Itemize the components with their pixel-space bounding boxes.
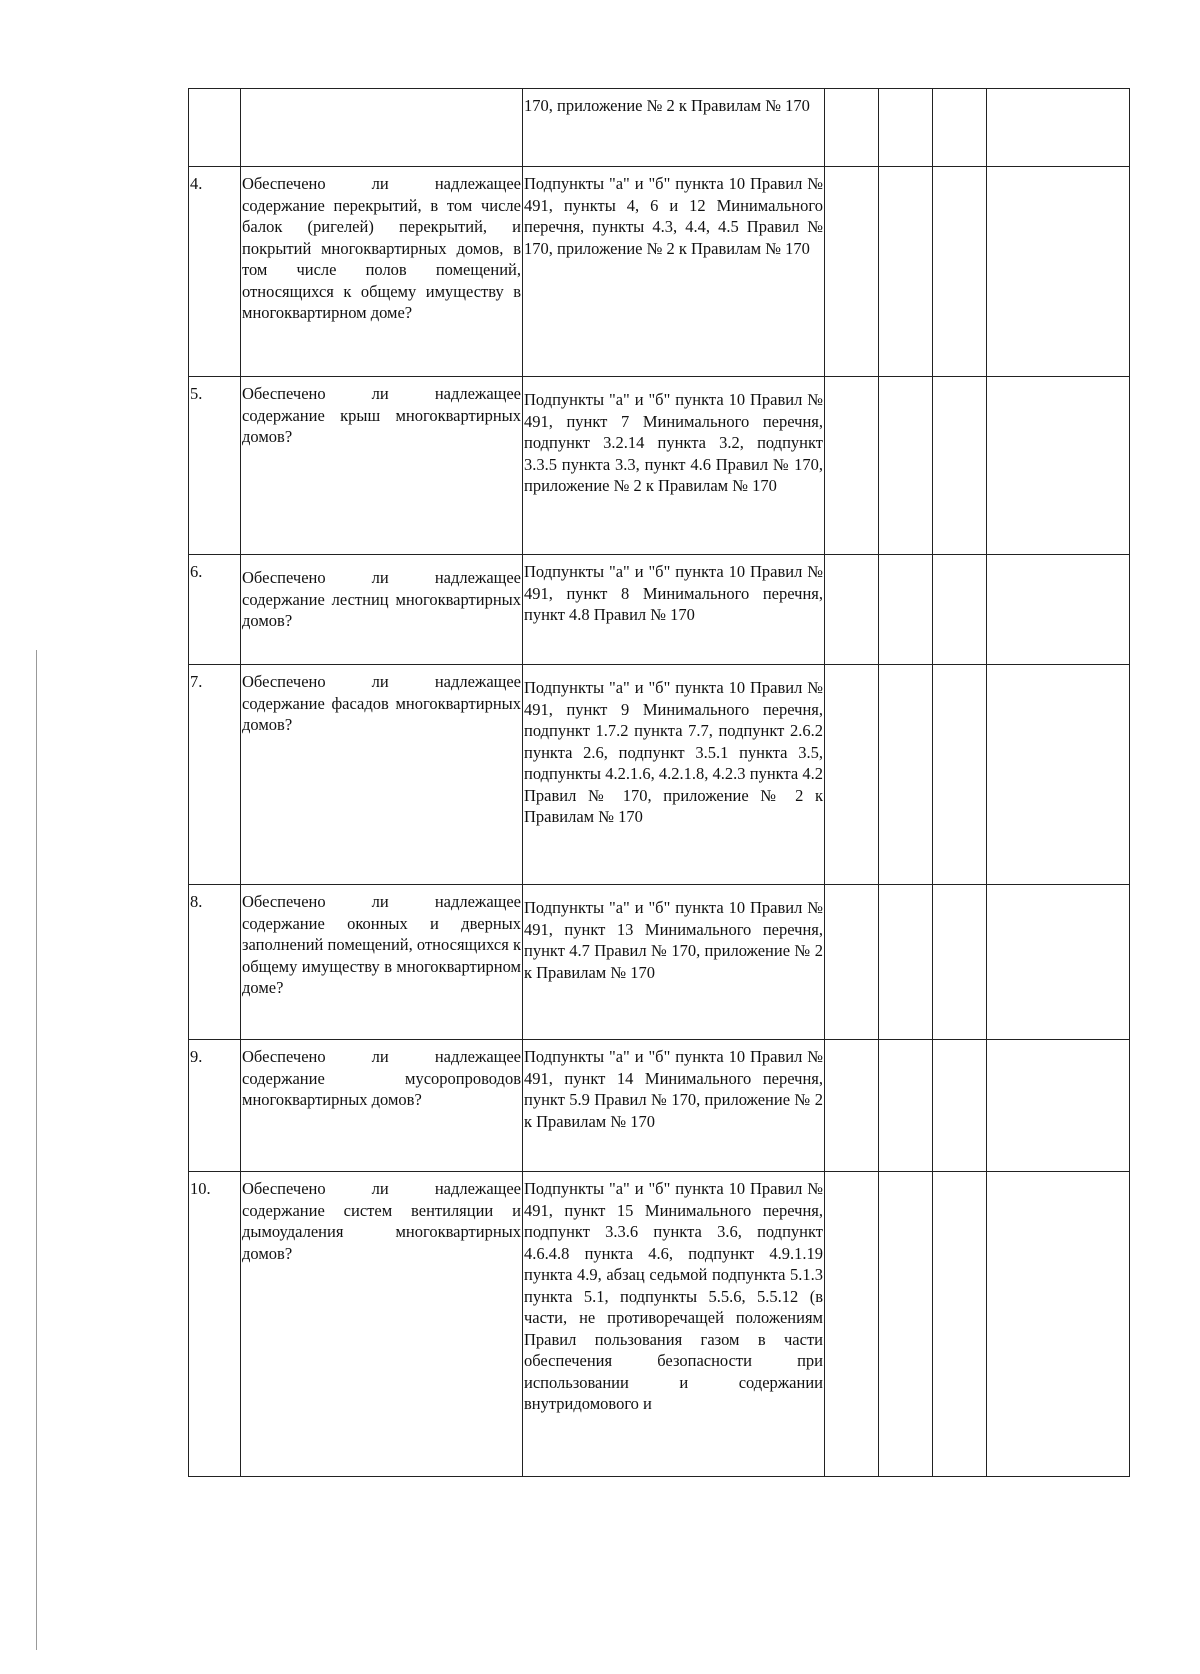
row-question: Обеспечено ли надлежащее содержание лестниц многоквартирных домов? [241,555,523,665]
answer-no-cell [879,89,933,167]
notes-cell [987,167,1130,377]
table-row [189,555,1130,665]
row-reference: Подпункты "а" и "б" пункта 10 Правил № 491, пункт 8 Минимального перечня, пункт 4.8 Правил № 170 [523,555,825,665]
row-number: 8. [189,885,241,1040]
answer-no-cell [879,555,933,665]
table-row [189,377,1130,555]
table-row [189,1172,1130,1477]
row-number: 5. [189,377,241,555]
notes-cell [987,1040,1130,1172]
answer-no-cell [879,885,933,1040]
row-number: 6. [189,555,241,665]
answer-na-cell [933,89,987,167]
answer-yes-cell [825,1040,879,1172]
row-reference: Подпункты "а" и "б" пункта 10 Правил № 491, пункт 14 Минимального перечня, пункт 5.9 Правил № 170, приложение № 2 к Правилам № 170 [523,1040,825,1172]
answer-no-cell [879,377,933,555]
answer-na-cell [933,167,987,377]
answer-no-cell [879,1040,933,1172]
row-question: Обеспечено ли надлежащее содержание систем вентиляции и дымоудаления многоквартирных домов? [241,1172,523,1477]
row-reference: Подпункты "а" и "б" пункта 10 Правил № 491, пункты 4, 6 и 12 Минимального перечня, пункты 4.3, 4.4, 4.5 Правил № 170, приложение № 2 к Правилам № 170 [523,167,825,377]
checklist-table [188,88,1130,1477]
answer-na-cell [933,1172,987,1477]
table-row [189,89,1130,167]
row-reference: Подпункты "а" и "б" пункта 10 Правил № 491, пункт 7 Минимального перечня, подпункт 3.2.14 пункта 3.2, подпункт 3.3.5 пункта 3.3, пункт 4.6 Правил № 170, приложение № 2 к Правилам № 170 [523,377,825,555]
row-question: Обеспечено ли надлежащее содержание мусоропроводов многоквартирных домов? [241,1040,523,1172]
row-question: Обеспечено ли надлежащее содержание фасадов многоквартирных домов? [241,665,523,885]
row-question [241,89,523,167]
row-reference: Подпункты "а" и "б" пункта 10 Правил № 491, пункт 13 Минимального перечня, пункт 4.7 Правил № 170, приложение № 2 к Правилам № 170 [523,885,825,1040]
row-number: 4. [189,167,241,377]
scan-margin-line [36,650,37,1650]
row-reference: Подпункты "а" и "б" пункта 10 Правил № 491, пункт 15 Минимального перечня, подпункт 3.3.6 пункта 3.6, подпункт 4.6.4.8 пункта 4.6, подпункт 4.9.1.19 пункта 4.9, абзац седьмой подпункта 5.1.3 пункта 5.1, подпункты 5.5.6, 5.5.12 (в части, не противоречащей положениям Правил пользования газом в части обеспечения безопасности при использовании и содержании внутридомового и [523,1172,825,1477]
answer-na-cell [933,885,987,1040]
answer-no-cell [879,665,933,885]
row-reference: Подпункты "а" и "б" пункта 10 Правил № 491, пункт 9 Минимального перечня, подпункт 1.7.2 пункта 7.7, подпункт 2.6.2 пункта 2.6, подпункт 3.5.1 пункта 3.5, подпункты 4.2.1.6, 4.2.1.8, 4.2.3 пункта 4.2 Правил № 170, приложение № 2 к Правилам № 170 [523,665,825,885]
notes-cell [987,885,1130,1040]
answer-yes-cell [825,555,879,665]
row-reference: 170, приложение № 2 к Правилам № 170 [523,89,825,167]
answer-yes-cell [825,665,879,885]
notes-cell [987,377,1130,555]
answer-yes-cell [825,167,879,377]
table-row [189,1040,1130,1172]
table-row [189,885,1130,1040]
row-number [189,89,241,167]
table-row [189,167,1130,377]
notes-cell [987,665,1130,885]
row-question: Обеспечено ли надлежащее содержание крыш многоквартирных домов? [241,377,523,555]
notes-cell [987,555,1130,665]
row-number: 7. [189,665,241,885]
answer-yes-cell [825,377,879,555]
row-question: Обеспечено ли надлежащее содержание оконных и дверных заполнений помещений, относящихся к общему имуществу в многоквартирном доме? [241,885,523,1040]
notes-cell [987,89,1130,167]
answer-yes-cell [825,1172,879,1477]
answer-na-cell [933,555,987,665]
table-row [189,665,1130,885]
answer-na-cell [933,377,987,555]
answer-yes-cell [825,89,879,167]
answer-no-cell [879,1172,933,1477]
row-number: 9. [189,1040,241,1172]
row-number: 10. [189,1172,241,1477]
answer-na-cell [933,665,987,885]
answer-na-cell [933,1040,987,1172]
row-question: Обеспечено ли надлежащее содержание перекрытий, в том числе балок (ригелей) перекрытий, и покрытий многоквартирных домов, в том числе полов помещений, относящихся к общему имуществу в многоквартирном доме? [241,167,523,377]
notes-cell [987,1172,1130,1477]
answer-no-cell [879,167,933,377]
answer-yes-cell [825,885,879,1040]
